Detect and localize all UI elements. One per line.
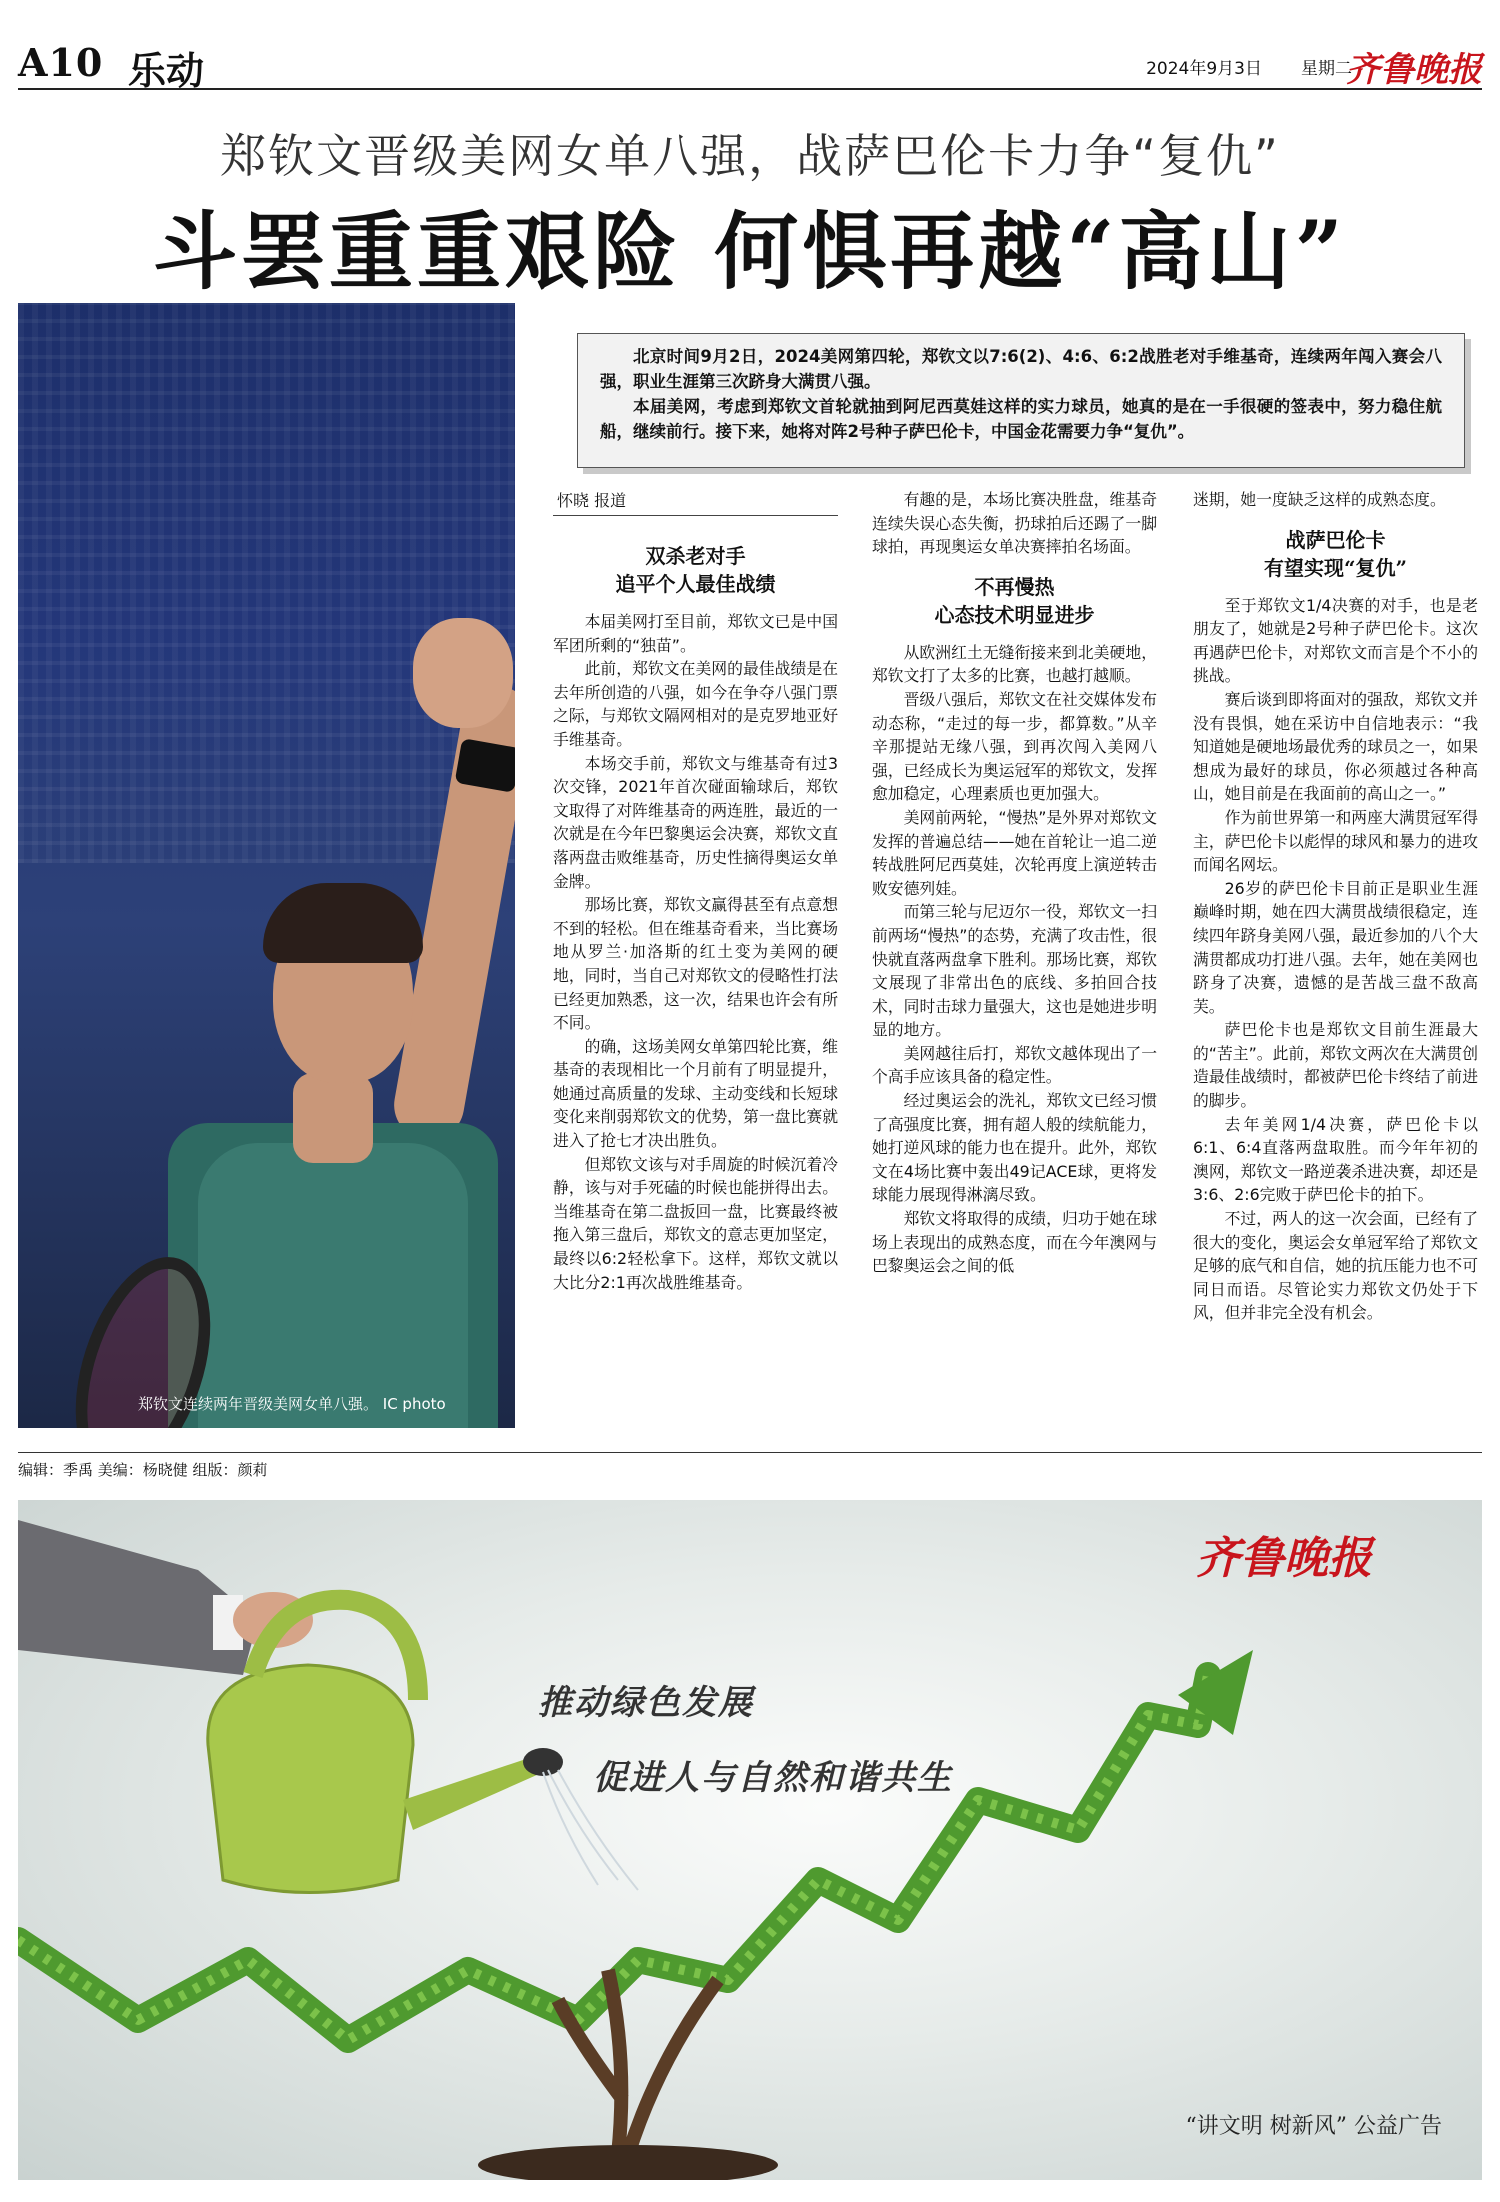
masthead <box>18 30 1482 93</box>
body-paragraph: 迷期，她一度缺乏这样的成熟态度。 <box>1193 490 1446 509</box>
page-number: A10 <box>18 40 104 85</box>
body-paragraph: 那场比赛，郑钦文赢得甚至有点意想不到的轻松。但在维基奇看来，当比赛场地从罗兰·加洛斯的红土变为美网的硬地，同时，当自己对郑钦文的侵略性打法已经更加熟悉，这一次，结果也许会有所不同。 <box>553 895 838 1033</box>
article-column-3 <box>1193 488 1478 1428</box>
article-headline: 斗罢重重艰险 何惧再越“高山” <box>153 202 1347 301</box>
ad-tagline: “讲文明 树新风” 公益广告 <box>1185 2114 1442 2139</box>
photo-player-neck <box>293 1073 373 1163</box>
section-heading-line1: 双杀老对手 <box>645 544 746 568</box>
article-column-2 <box>872 488 1157 1428</box>
ad-soil <box>478 2145 778 2180</box>
body-paragraph: 本场交手前，郑钦文与维基奇有过3次交锋，2021年首次碰面输球后，郑钦文取得了对阵维基奇的两连胜，最近的一次就是在今年巴黎奥运会决赛，郑钦文直落两盘击败维基奇，历史性摘得奥运女单金牌。 <box>553 753 838 891</box>
article-subheadline: 郑钦文晋级美网女单八强，战萨巴伦卡力争“复仇” <box>220 129 1280 183</box>
photo-player-hair <box>263 883 423 963</box>
paper-logo: 齐鲁晚报 <box>1346 50 1482 90</box>
body-paragraph: 26岁的萨巴伦卡目前正是职业生涯巅峰时期，她在四大满贯战绩很稳定，连续四年跻身美网八强，最近参加的八个大满贯都成功打进八强。去年，她在美网也跻身了决赛，遗憾的是苦战三盘不敌高芙。 <box>1193 878 1478 1016</box>
photo-player-hand <box>413 618 513 728</box>
ad-logo: 齐鲁晚报 <box>1196 1533 1372 1584</box>
summary-paragraph: 本届美网，考虑到郑钦文首轮就抽到阿尼西莫娃这样的实力球员，她真的是在一手很硬的签表中，努力稳住航船，继续前行。接下来，她将对阵2号种子萨巴伦卡，中国金花需要力争“复仇”。 <box>600 397 1442 441</box>
ad-slogan-line2: 促进人与自然和谐共生 <box>593 1758 953 1798</box>
article-column-1 <box>553 488 838 1428</box>
body-paragraph: 经过奥运会的洗礼，郑钦文已经习惯了高强度比赛，拥有超人般的续航能力，她打逆风球的能力也在提升。此外，郑钦文在4场比赛中轰出49记ACE球，更将发球能力展现得淋漓尽致。 <box>872 1091 1157 1205</box>
body-paragraph: 萨巴伦卡也是郑钦文目前生涯最大的“苦主”。此前，郑钦文两次在大满贯创造最佳战绩时，都被萨巴伦卡终结了前进的脚步。 <box>1193 1020 1478 1111</box>
body-paragraph: 美网前两轮，“慢热”是外界对郑钦文发挥的普遍总结——她在首轮让一追二逆转战胜阿尼西莫娃，次轮再度上演逆转击败安德列娃。 <box>872 807 1157 898</box>
section-heading-line2: 追平个人最佳战绩 <box>615 572 776 596</box>
body-paragraph: 赛后谈到即将面对的强敌，郑钦文并没有畏惧，她在采访中自信地表示：“我知道她是硬地场最优秀的球员之一，如果想成为最好的球员，你必须越过各种高山，她目前是在我面前的高山之一。” <box>1193 689 1478 804</box>
section-heading <box>1193 526 1478 582</box>
body-paragraph: 的确，这场美网女单第四轮比赛，维基奇的表现相比一个月前有了明显提升，她通过高质量的发球、主动变线和长短球变化来削弱郑钦文的优势，第一盘比赛就进入了抢七才决出胜负。 <box>553 1036 838 1151</box>
body-paragraph: 有趣的是，本场比赛决胜盘，维基奇连续失误心态失衡，扔球拍后还踢了一脚球拍，再现奥运女单决赛摔拍名场面。 <box>872 490 1157 557</box>
article-photo <box>18 303 515 1428</box>
section-name: 乐动 <box>128 49 205 93</box>
section-heading-line2: 心态技术明显进步 <box>934 602 1095 627</box>
ad-illustration <box>18 1500 1482 2180</box>
section-heading <box>872 573 1157 629</box>
section-heading-line1: 不再慢热 <box>974 574 1055 599</box>
body-paragraph: 但郑钦文该与对手周旋的时候沉着冷静，该与对手死磕的时候也能拼得出去。当维基奇在第二盘扳回一盘，比赛最终被拖入第三盘后，郑钦文的意志更加坚定，最终以6:2轻松拿下。这样，郑钦文就以大比分2:1再次战胜维基奇。 <box>553 1154 838 1292</box>
body-paragraph: 去年美网1/4决赛，萨巴伦卡以6:1、6:4直落两盘取胜。而今年年初的澳网，郑钦文一路逆袭杀进决赛，却还是3:6、2:6完败于萨巴伦卡的拍下。 <box>1193 1114 1478 1205</box>
body-paragraph: 郑钦文将取得的成绩，归功于她在球场上表现出的成熟态度，而在今年澳网与巴黎奥运会之间的低 <box>872 1209 1157 1276</box>
editors-credits: 编辑：季禹 美编：杨晓健 组版：颜莉 <box>18 1452 1482 1480</box>
photo-crowd-background <box>18 303 515 863</box>
public-service-ad <box>18 1500 1482 2180</box>
issue-date: 2024年9月3日 <box>1146 59 1262 79</box>
summary-paragraph: 北京时间9月2日，2024美网第四轮，郑钦文以7:6(2)、4:6、6:2战胜老对手维基奇，连续两年闯入赛会八强，职业生涯第三次跻身大满贯八强。 <box>600 347 1442 391</box>
section-heading <box>553 542 838 598</box>
body-paragraph: 从欧洲红土无缝衔接来到北美硬地，郑钦文打了太多的比赛，也越打越顺。 <box>872 642 1157 686</box>
body-paragraph: 美网越往后打，郑钦文越体现出了一个高手应该具备的稳定性。 <box>872 1043 1157 1087</box>
photo-player-shirt <box>198 1143 468 1428</box>
section-heading-line1: 战萨巴伦卡 <box>1285 527 1386 552</box>
section-heading-line2: 有望实现“复仇” <box>1263 555 1407 580</box>
body-paragraph: 本届美网打至目前，郑钦文已是中国军团所剩的“独苗”。 <box>553 612 838 655</box>
issue-weekday: 星期二 <box>1301 59 1352 79</box>
body-paragraph: 至于郑钦文1/4决赛的对手，也是老朋友了，她就是2号种子萨巴伦卡。这次再遇萨巴伦卡，对郑钦文而言是个不小的挑战。 <box>1193 595 1478 686</box>
body-paragraph: 不过，两人的这一次会面，已经有了很大的变化，奥运会女单冠军给了郑钦文足够的底气和自信，她的抗压能力也不可同日而语。尽管论实力郑钦文仍处于下风，但并非完全没有机会。 <box>1193 1209 1478 1323</box>
body-paragraph: 作为前世界第一和两座大满贯冠军得主，萨巴伦卡以彪悍的球风和暴力的进攻而闻名网坛。 <box>1193 807 1478 875</box>
body-paragraph: 而第三轮与尼迈尔一役，郑钦文一扫前两场“慢热”的态势，充满了攻击性，很快就直落两盘拿下胜利。那场比赛，郑钦文展现了非常出色的底线、多拍回合技术，同时击球力量强大，这也是她进步明显的地方。 <box>872 902 1157 1040</box>
byline: 怀晓 报道 <box>553 488 838 516</box>
body-paragraph: 此前，郑钦文在美网的最佳战绩是在去年所创造的八强，如今在争夺八强门票之际，与郑钦文隔网相对的是克罗地亚好手维基奇。 <box>553 659 838 749</box>
article-summary-box <box>577 333 1465 468</box>
photo-caption: 郑钦文连续两年晋级美网女单八强。 IC photo <box>138 1395 446 1413</box>
ad-slogan-line1: 推动绿色发展 <box>538 1683 754 1723</box>
ad-watering-can <box>208 1665 413 1893</box>
ad-spout-rose <box>523 1748 563 1776</box>
body-paragraph: 晋级八强后，郑钦文在社交媒体发布动态称，“走过的每一步，都算数。”从辛辛那提站无缘八强，到再次闯入美网八强，已经成长为奥运冠军的郑钦文，发挥愈加稳定，心理素质也更加强大。 <box>872 689 1157 804</box>
